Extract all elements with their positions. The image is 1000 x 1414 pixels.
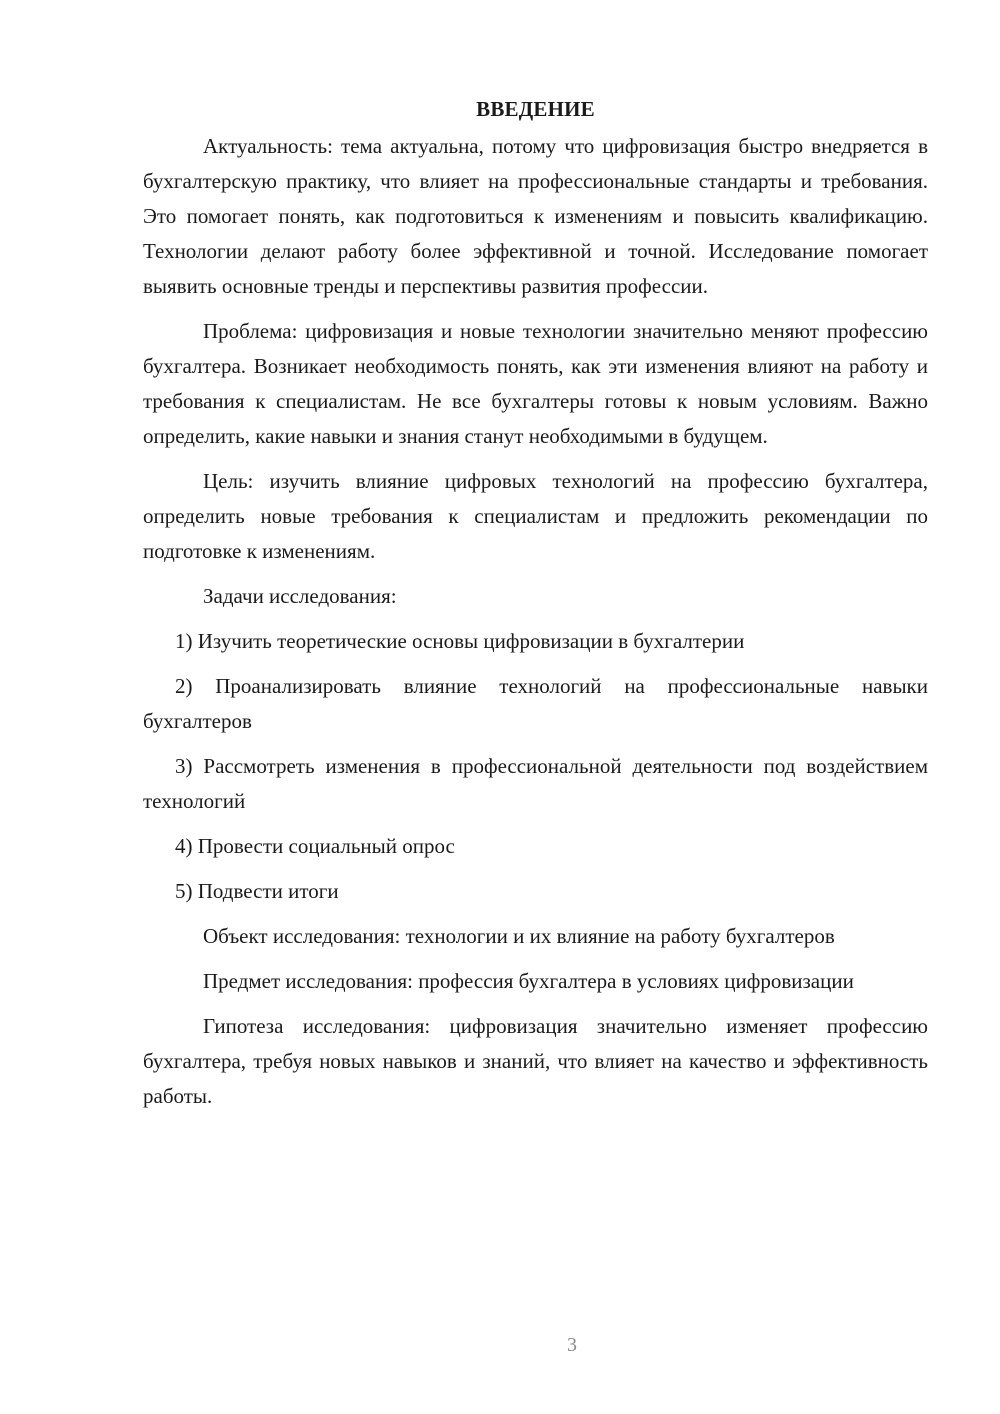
page-title: ВВЕДЕНИЕ <box>476 97 595 121</box>
object-paragraph: Объект исследования: технологии и их влияние на работу бухгалтеров <box>203 924 835 948</box>
task-item-3: 3) Рассмотреть изменения в профессиональной деятельности под воздействием технологий <box>143 754 928 813</box>
relevance-paragraph: Актуальность: тема актуальна, потому что цифровизация быстро внедряется в бухгалтерскую практику, что влияет на профессиональные стандарты и требования. Это помогает понять, как подготовиться к изменениям и повысить квалификацию. Технологии делают работу более эффективной и точной. Исследование помогает выявить основные тренды и перспективы развития профессии. <box>143 134 928 298</box>
page-number: 3 <box>567 1334 577 1356</box>
task-item-4: 4) Провести социальный опрос <box>175 834 455 858</box>
task-item-1: 1) Изучить теоретические основы цифровизации в бухгалтерии <box>175 629 745 653</box>
goal-paragraph: Цель: изучить влияние цифровых технологий на профессию бухгалтера, определить новые требования к специалистам и предложить рекомендации по подготовке к изменениям. <box>143 469 928 563</box>
problem-paragraph: Проблема: цифровизация и новые технологии значительно меняют профессию бухгалтера. Возникает необходимость понять, как эти изменения влияют на работу и требования к специалистам. Не все бухгалтеры готовы к новым условиям. Важно определить, какие навыки и знания станут необходимыми в будущем. <box>143 319 928 448</box>
tasks-heading: Задачи исследования: <box>203 584 397 608</box>
subject-paragraph: Предмет исследования: профессия бухгалтера в условиях цифровизации <box>203 969 854 993</box>
task-item-2: 2) Проанализировать влияние технологий на профессиональные навыки бухгалтеров <box>143 674 928 733</box>
task-item-5: 5) Подвести итоги <box>175 879 339 903</box>
document-page <box>143 92 928 1124</box>
hypothesis-paragraph: Гипотеза исследования: цифровизация значительно изменяет профессию бухгалтера, требуя новых навыков и знаний, что влияет на качество и эффективность работы. <box>143 1014 928 1108</box>
